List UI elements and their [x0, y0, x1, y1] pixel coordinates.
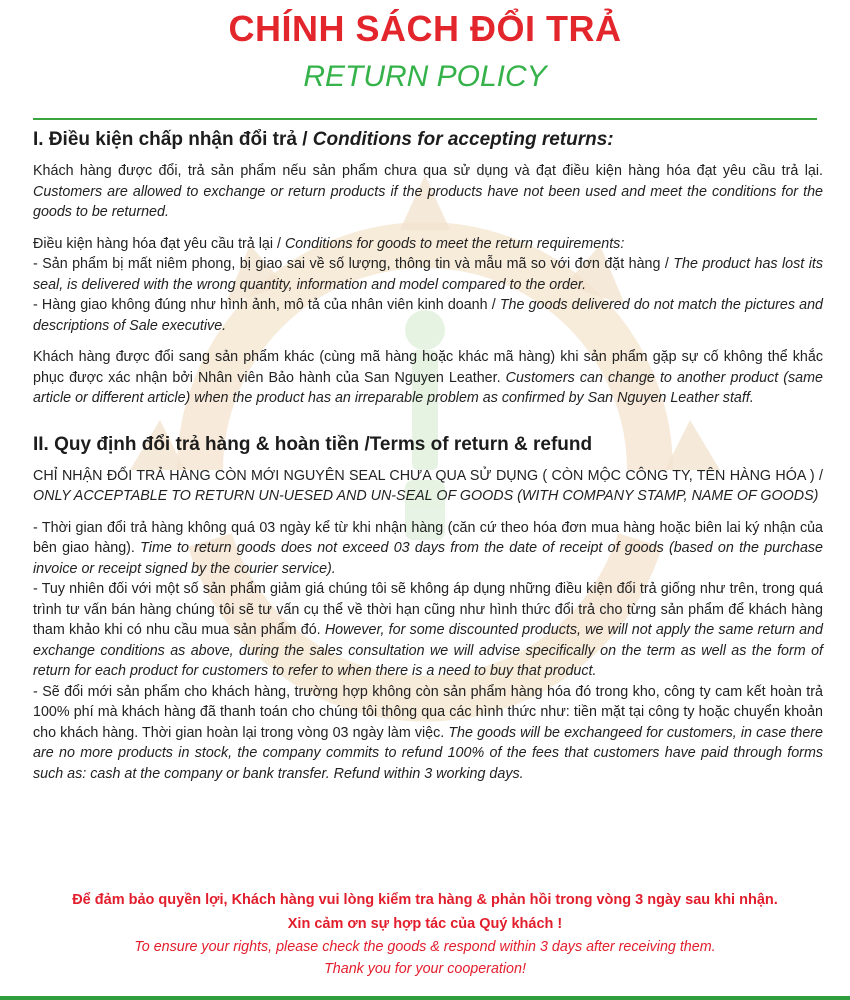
conditions-intro	[33, 234, 823, 255]
condition-1-en: The product has lost its seal, is delivered with the wrong quantity, information and model compared to the order.	[33, 256, 823, 293]
section1-heading-en: Conditions for accepting returns:	[312, 129, 614, 150]
section1-p3-vi: Khách hàng được đổi sang sản phẩm khác (cùng mã hàng hoặc khác mã hàng) khi sản phẩm gặp sự cố không thể khắc phục được xác nhận bởi Nhân viên Bảo hành của San Nguyen Leather.	[33, 349, 823, 386]
section1-p1-vi: Khách hàng được đổi, trả sản phẩm nếu sản phẩm chưa qua sử dụng và đạt điều kiện hàng hóa đạt yêu cầu trả lại.	[33, 163, 823, 179]
term-2-en: However, for some discounted products, we will not apply the same return and exchange conditions as above, during the sales consultation we will advise specifically on the term as well as the form of return for each product for customers to refer to when there is a need to buy that product.	[33, 622, 823, 679]
conditions-intro-vi: Điều kiện hàng hóa đạt yêu cầu trả lại /	[33, 235, 285, 252]
term-1-en: Time to return goods does not exceed 03 days from the date of receipt of goods (based on the purchase invoice or receipt signed by the courier service).	[33, 540, 824, 577]
section2-caps-notice	[33, 466, 823, 507]
condition-2-en: The goods delivered do not match the pictures and descriptions of Sale executive.	[33, 297, 824, 334]
condition-item-1	[33, 254, 823, 295]
footer-notice	[20, 888, 830, 980]
term-1-vi: - Thời gian đổi trả hàng không quá 03 ngày kể từ khi nhận hàng (căn cứ theo hóa đơn mua hàng hoặc biên lai ký nhận của bên giao hàng).	[33, 519, 823, 556]
section1-paragraph-3	[33, 347, 823, 409]
term-item-2	[33, 579, 823, 682]
term-3-en: The goods will be exchangeed for customers, in case there are no more products in stock, the company commits to refund 100% of the fees that customers have paid through forms such as: cash at the company or bank transfer. Refund within 3 working days.	[33, 724, 823, 782]
page-subtitle: RETURN POLICY	[303, 60, 547, 93]
section2-caps-en: ONLY ACCEPTABLE TO RETURN UN-UESED AND UN-SEAL OF GOODS (WITH COMPANY STAMP, NAME OF GOODS)	[33, 488, 819, 504]
footer-line-en-2: Thank you for your cooperation!	[324, 961, 526, 977]
title-divider	[33, 118, 817, 120]
condition-1-vi: - Sản phẩm bị mất niêm phong, bị giao sai về số lượng, thông tin và mẫu mã so với đơn đặt hàng /	[33, 256, 674, 272]
section1-heading-vi: I. Điều kiện chấp nhận đổi trả /	[33, 129, 313, 150]
term-2-vi: - Tuy nhiên đối với một số sản phẩm giảm giá chúng tôi sẽ không áp dụng những điều kiện đổi trả giống như trên, trong quá trình tư vấn bán hàng chúng tôi sẽ tư vấn cụ thể về thời hạn cũng như hình thức đổi trả cho từng sản phẩm để khách hàng tham khảo khi có nhu cầu mua sản phẩm đó.	[33, 581, 823, 638]
section1-p1-en: Customers are allowed to exchange or return products if the products have not been used and meet the conditions for the goods to be returned.	[33, 183, 823, 220]
section1-p3-en: Customers can change to another product (same article or different article) when the product has an irreparable problem as confirmed by San Nguyen Leather staff.	[33, 369, 823, 406]
section1-conditions	[33, 234, 823, 337]
term-item-1	[33, 518, 823, 580]
section2-terms	[33, 518, 823, 785]
bottom-bar	[0, 996, 850, 1000]
section2-heading: II. Quy định đổi trả hàng & hoàn tiền /Terms of return & refund	[33, 433, 593, 455]
footer-line-vi-1: Để đảm bảo quyền lợi, Khách hàng vui lòng kiểm tra hàng & phản hồi trong vòng 3 ngày sau khi nhận.	[72, 892, 778, 908]
conditions-intro-en: Conditions for goods to meet the return requirements:	[284, 235, 625, 252]
term-3-vi: - Sẽ đổi mới sản phẩm cho khách hàng, trường hợp không còn sản phẩm hàng hóa đó trong kho, công ty cam kết hoàn trả 100% phí mà khách hàng đã thanh toán cho chúng tôi thông qua các hình thức như: tiền mặt tại công ty hoặc chuyển khoản cho khách hàng. Thời gian hoàn lại trong vòng 03 ngày làm việc.	[33, 683, 823, 741]
page-title: CHÍNH SÁCH ĐỔI TRẢ	[228, 8, 622, 49]
term-item-3	[33, 682, 823, 785]
footer-line-vi-2: Xin cảm ơn sự hợp tác của Quý khách !	[287, 916, 563, 932]
condition-2-vi: - Hàng giao không đúng như hình ảnh, mô tả của nhân viên kinh doanh /	[33, 297, 500, 313]
section1-heading	[33, 128, 823, 152]
footer-line-en-1: To ensure your rights, please check the goods & respond within 3 days after receiving them.	[134, 939, 716, 955]
condition-item-2	[33, 295, 823, 336]
section2-caps-vi: CHỈ NHẬN ĐỔI TRẢ HÀNG CÒN MỚI NGUYÊN SEAL CHƯA QUA SỬ DỤNG ( CÒN MỘC CÔNG TY, TÊN HÀNG HÓA ) /	[33, 467, 823, 484]
section1-paragraph-1	[33, 161, 823, 223]
policy-content	[33, 128, 823, 795]
